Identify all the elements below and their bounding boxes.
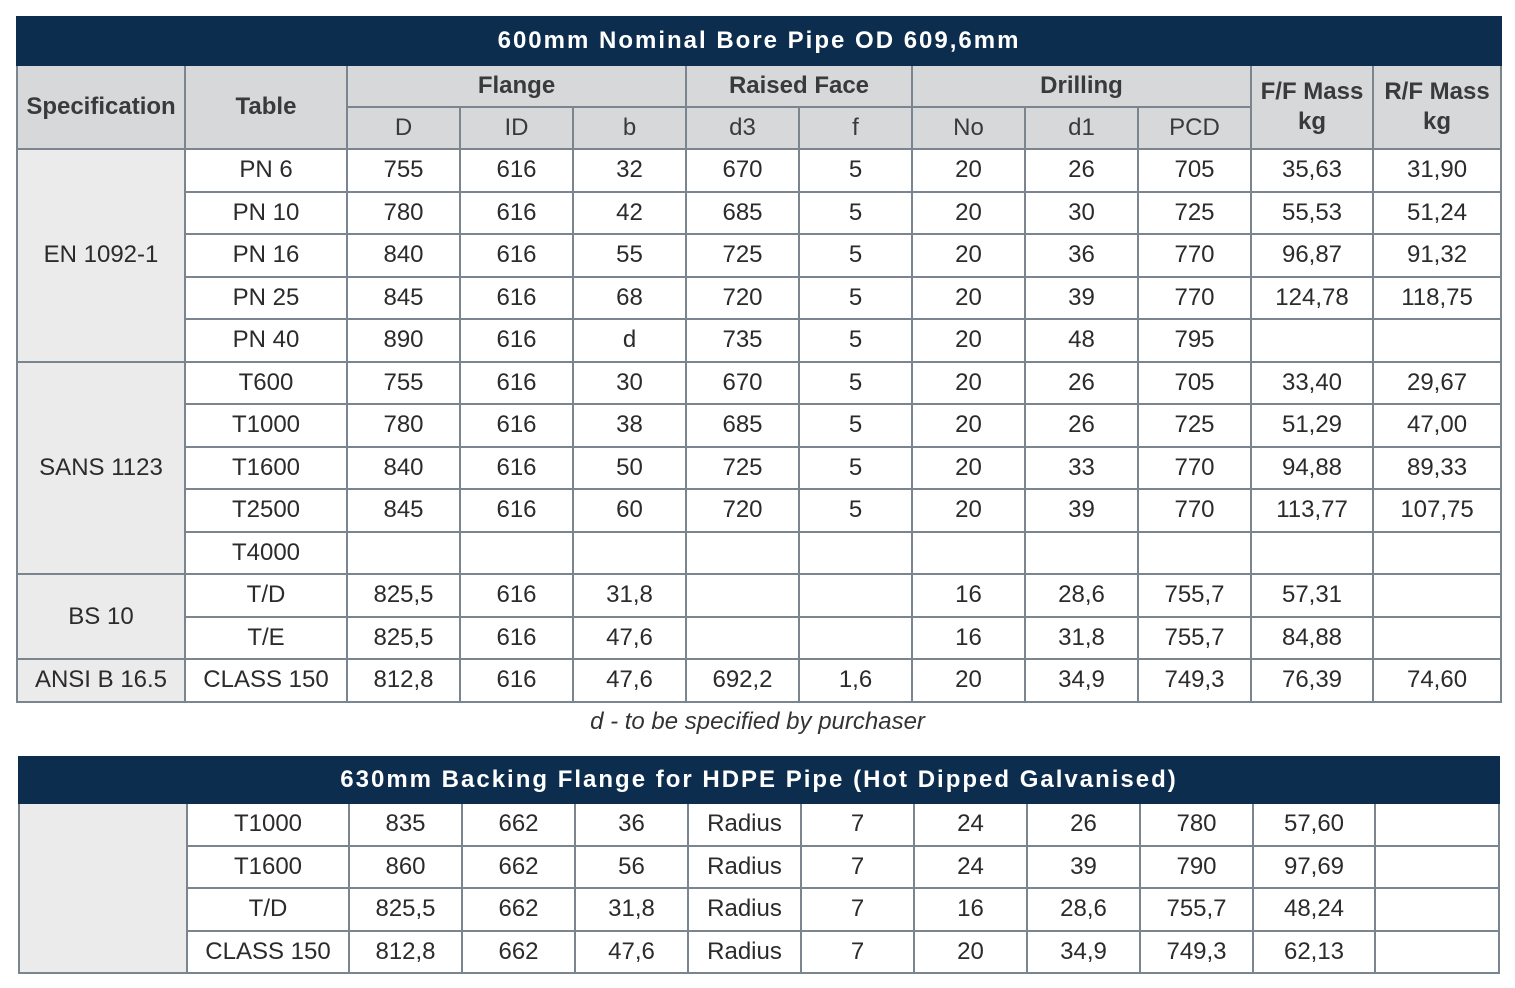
value-cell: Radius: [688, 931, 801, 974]
value-cell: 755: [347, 149, 460, 192]
value-cell: 55: [573, 234, 686, 277]
header-flange: Flange: [347, 65, 686, 107]
value-cell: [1025, 532, 1138, 575]
value-cell: 5: [799, 447, 912, 490]
value-cell: 7: [801, 803, 914, 846]
value-cell: [347, 532, 460, 575]
value-cell: 31,90: [1373, 149, 1501, 192]
value-cell: 840: [347, 234, 460, 277]
value-cell: 755: [347, 362, 460, 405]
value-cell: 7: [801, 846, 914, 889]
value-cell: 24: [914, 846, 1027, 889]
value-cell: 5: [799, 489, 912, 532]
value-cell: 795: [1138, 319, 1251, 362]
value-cell: 36: [1025, 234, 1138, 277]
value-cell: 20: [912, 489, 1025, 532]
value-cell: 720: [686, 277, 799, 320]
value-cell: 5: [799, 319, 912, 362]
value-cell: 835: [349, 803, 462, 846]
value-cell: 720: [686, 489, 799, 532]
value-cell: 616: [460, 574, 573, 617]
value-cell: 47,6: [573, 617, 686, 660]
value-cell: 30: [573, 362, 686, 405]
value-cell: [686, 574, 799, 617]
value-cell: 47,6: [573, 659, 686, 702]
rf-mass-unit: kg: [1423, 108, 1452, 135]
value-cell: 725: [1138, 404, 1251, 447]
value-cell: 616: [460, 362, 573, 405]
value-cell: 5: [799, 404, 912, 447]
value-cell: 50: [573, 447, 686, 490]
value-cell: 770: [1138, 277, 1251, 320]
value-cell: 735: [686, 319, 799, 362]
value-cell: 16: [914, 888, 1027, 931]
value-cell: 39: [1025, 489, 1138, 532]
value-cell: 860: [349, 846, 462, 889]
header-raised-face: Raised Face: [686, 65, 912, 107]
table-name-cell: T4000: [185, 532, 347, 575]
value-cell: 20: [912, 362, 1025, 405]
value-cell: 38: [573, 404, 686, 447]
header-d3: d3: [686, 107, 799, 149]
value-cell: 20: [912, 149, 1025, 192]
value-cell: [1251, 319, 1373, 362]
value-cell: [1373, 617, 1501, 660]
header-drilling: Drilling: [912, 65, 1251, 107]
spec-cell: BS 10: [17, 574, 185, 659]
value-cell: 57,31: [1251, 574, 1373, 617]
value-cell: 28,6: [1027, 888, 1140, 931]
table-row: [17, 234, 1501, 277]
value-cell: 770: [1138, 489, 1251, 532]
table-name-cell: PN 10: [185, 192, 347, 235]
table-name-cell: T1000: [187, 803, 349, 846]
value-cell: 20: [912, 319, 1025, 362]
table-body: [19, 803, 1499, 973]
value-cell: 55,53: [1251, 192, 1373, 235]
value-cell: 662: [462, 846, 575, 889]
spec-cell: SANS 1123: [17, 362, 185, 575]
value-cell: 26: [1025, 149, 1138, 192]
value-cell: 755,7: [1138, 574, 1251, 617]
table-row: [17, 404, 1501, 447]
value-cell: [1373, 532, 1501, 575]
value-cell: 770: [1138, 234, 1251, 277]
value-cell: [799, 574, 912, 617]
table-row: [17, 319, 1501, 362]
ff-mass-label: F/F Mass: [1260, 78, 1364, 105]
value-cell: 812,8: [349, 931, 462, 974]
value-cell: 616: [460, 234, 573, 277]
value-cell: 48,24: [1253, 888, 1375, 931]
table-row: [19, 803, 1499, 846]
table-name-cell: PN 16: [185, 234, 347, 277]
rf-mass-label: R/F Mass: [1384, 78, 1490, 105]
backing-flange-table-630mm: [18, 756, 1500, 974]
value-cell: [1251, 532, 1373, 575]
table-row: [17, 149, 1501, 192]
value-cell: 51,29: [1251, 404, 1373, 447]
value-cell: 770: [1138, 447, 1251, 490]
table-name-cell: T/E: [185, 617, 347, 660]
value-cell: 29,67: [1373, 362, 1501, 405]
value-cell: 705: [1138, 362, 1251, 405]
value-cell: 616: [460, 277, 573, 320]
value-cell: 616: [460, 659, 573, 702]
value-cell: 725: [686, 447, 799, 490]
value-cell: [573, 532, 686, 575]
value-cell: 20: [912, 277, 1025, 320]
table-row: [17, 617, 1501, 660]
value-cell: 31,8: [573, 574, 686, 617]
table-name-cell: T2500: [185, 489, 347, 532]
header-d1: d1: [1025, 107, 1138, 149]
value-cell: 57,60: [1253, 803, 1375, 846]
value-cell: [799, 532, 912, 575]
header-pcd: PCD: [1138, 107, 1251, 149]
header-no: No: [912, 107, 1025, 149]
value-cell: 705: [1138, 149, 1251, 192]
value-cell: 616: [460, 192, 573, 235]
value-cell: 670: [686, 149, 799, 192]
value-cell: 685: [686, 404, 799, 447]
value-cell: 107,75: [1373, 489, 1501, 532]
value-cell: 33: [1025, 447, 1138, 490]
spec-cell: [19, 803, 187, 973]
value-cell: 20: [912, 192, 1025, 235]
value-cell: 616: [460, 319, 573, 362]
value-cell: 28,6: [1025, 574, 1138, 617]
value-cell: 47,00: [1373, 404, 1501, 447]
ff-mass-unit: kg: [1297, 108, 1326, 135]
value-cell: 24: [914, 803, 1027, 846]
value-cell: [1375, 846, 1499, 889]
value-cell: 825,5: [347, 617, 460, 660]
value-cell: 662: [462, 888, 575, 931]
table-title: 600mm Nominal Bore Pipe OD 609,6mm: [17, 17, 1501, 65]
value-cell: 56: [575, 846, 688, 889]
value-cell: 825,5: [347, 574, 460, 617]
value-cell: 35,63: [1251, 149, 1373, 192]
value-cell: 685: [686, 192, 799, 235]
value-cell: 31,8: [575, 888, 688, 931]
value-cell: d: [573, 319, 686, 362]
value-cell: 755,7: [1138, 617, 1251, 660]
value-cell: 97,69: [1253, 846, 1375, 889]
table-row: [17, 192, 1501, 235]
value-cell: 725: [686, 234, 799, 277]
table-name-cell: T1600: [185, 447, 347, 490]
value-cell: 76,39: [1251, 659, 1373, 702]
value-cell: 5: [799, 234, 912, 277]
table-row: [17, 659, 1501, 702]
value-cell: 118,75: [1373, 277, 1501, 320]
value-cell: [1138, 532, 1251, 575]
value-cell: 34,9: [1025, 659, 1138, 702]
table-row: [17, 362, 1501, 405]
value-cell: [460, 532, 573, 575]
value-cell: Radius: [688, 888, 801, 931]
header-b: b: [573, 107, 686, 149]
value-cell: 48: [1025, 319, 1138, 362]
table-row: [17, 489, 1501, 532]
value-cell: 5: [799, 277, 912, 320]
value-cell: 616: [460, 617, 573, 660]
value-cell: [1375, 888, 1499, 931]
table-row: [17, 277, 1501, 320]
value-cell: 812,8: [347, 659, 460, 702]
header-specification: Specification: [17, 65, 185, 149]
value-cell: 26: [1027, 803, 1140, 846]
table-row: [19, 846, 1499, 889]
table-row: [19, 931, 1499, 974]
value-cell: 32: [573, 149, 686, 192]
value-cell: 16: [912, 617, 1025, 660]
value-cell: 845: [347, 489, 460, 532]
spec-cell: ANSI B 16.5: [17, 659, 185, 702]
value-cell: [1375, 931, 1499, 974]
value-cell: [1373, 574, 1501, 617]
value-cell: 749,3: [1138, 659, 1251, 702]
header-table: Table: [185, 65, 347, 149]
value-cell: 692,2: [686, 659, 799, 702]
value-cell: [686, 532, 799, 575]
table-row: [17, 574, 1501, 617]
header-id: ID: [460, 107, 573, 149]
footnote: d - to be specified by purchaser: [590, 708, 925, 735]
value-cell: 94,88: [1251, 447, 1373, 490]
header-rf-mass: [1373, 65, 1501, 149]
value-cell: 7: [801, 888, 914, 931]
value-cell: 780: [347, 404, 460, 447]
spec-cell: EN 1092-1: [17, 149, 185, 362]
value-cell: 89,33: [1373, 447, 1501, 490]
value-cell: 890: [347, 319, 460, 362]
value-cell: 616: [460, 149, 573, 192]
header-d: D: [347, 107, 460, 149]
value-cell: 113,77: [1251, 489, 1373, 532]
table-row: [19, 888, 1499, 931]
value-cell: [1373, 319, 1501, 362]
value-cell: 662: [462, 803, 575, 846]
value-cell: 26: [1025, 404, 1138, 447]
value-cell: 20: [912, 659, 1025, 702]
table-name-cell: T600: [185, 362, 347, 405]
value-cell: 124,78: [1251, 277, 1373, 320]
header-ff-mass: [1251, 65, 1373, 149]
value-cell: 39: [1025, 277, 1138, 320]
value-cell: Radius: [688, 846, 801, 889]
table-name-cell: T/D: [185, 574, 347, 617]
value-cell: 5: [799, 192, 912, 235]
value-cell: 39: [1027, 846, 1140, 889]
value-cell: 616: [460, 447, 573, 490]
value-cell: Radius: [688, 803, 801, 846]
table-body: [17, 149, 1501, 702]
value-cell: 780: [1140, 803, 1253, 846]
value-cell: [912, 532, 1025, 575]
value-cell: 30: [1025, 192, 1138, 235]
value-cell: 670: [686, 362, 799, 405]
table-row: [17, 532, 1501, 575]
value-cell: 780: [347, 192, 460, 235]
value-cell: 51,24: [1373, 192, 1501, 235]
value-cell: 755,7: [1140, 888, 1253, 931]
table-name-cell: CLASS 150: [185, 659, 347, 702]
value-cell: 68: [573, 277, 686, 320]
value-cell: 60: [573, 489, 686, 532]
value-cell: 20: [912, 404, 1025, 447]
value-cell: 33,40: [1251, 362, 1373, 405]
value-cell: 34,9: [1027, 931, 1140, 974]
flange-table-600mm: [16, 16, 1502, 703]
value-cell: [799, 617, 912, 660]
value-cell: 20: [912, 234, 1025, 277]
value-cell: 7: [801, 931, 914, 974]
value-cell: 16: [912, 574, 1025, 617]
value-cell: 62,13: [1253, 931, 1375, 974]
value-cell: 616: [460, 404, 573, 447]
value-cell: 845: [347, 277, 460, 320]
value-cell: 725: [1138, 192, 1251, 235]
table-title: 630mm Backing Flange for HDPE Pipe (Hot Dipped Galvanised): [19, 757, 1499, 803]
value-cell: 825,5: [349, 888, 462, 931]
table-name-cell: PN 6: [185, 149, 347, 192]
value-cell: 84,88: [1251, 617, 1373, 660]
value-cell: 42: [573, 192, 686, 235]
value-cell: 749,3: [1140, 931, 1253, 974]
value-cell: 31,8: [1025, 617, 1138, 660]
value-cell: 91,32: [1373, 234, 1501, 277]
value-cell: 5: [799, 362, 912, 405]
value-cell: 840: [347, 447, 460, 490]
value-cell: 20: [912, 447, 1025, 490]
value-cell: [1375, 803, 1499, 846]
value-cell: 96,87: [1251, 234, 1373, 277]
table-name-cell: T1600: [187, 846, 349, 889]
value-cell: 662: [462, 931, 575, 974]
table-name-cell: PN 25: [185, 277, 347, 320]
header-f: f: [799, 107, 912, 149]
value-cell: 20: [914, 931, 1027, 974]
value-cell: 790: [1140, 846, 1253, 889]
value-cell: 47,6: [575, 931, 688, 974]
value-cell: 36: [575, 803, 688, 846]
table-name-cell: PN 40: [185, 319, 347, 362]
value-cell: 26: [1025, 362, 1138, 405]
value-cell: 1,6: [799, 659, 912, 702]
value-cell: [686, 617, 799, 660]
table-name-cell: CLASS 150: [187, 931, 349, 974]
table-name-cell: T/D: [187, 888, 349, 931]
value-cell: 74,60: [1373, 659, 1501, 702]
value-cell: 5: [799, 149, 912, 192]
table-name-cell: T1000: [185, 404, 347, 447]
table-row: [17, 447, 1501, 490]
value-cell: 616: [460, 489, 573, 532]
